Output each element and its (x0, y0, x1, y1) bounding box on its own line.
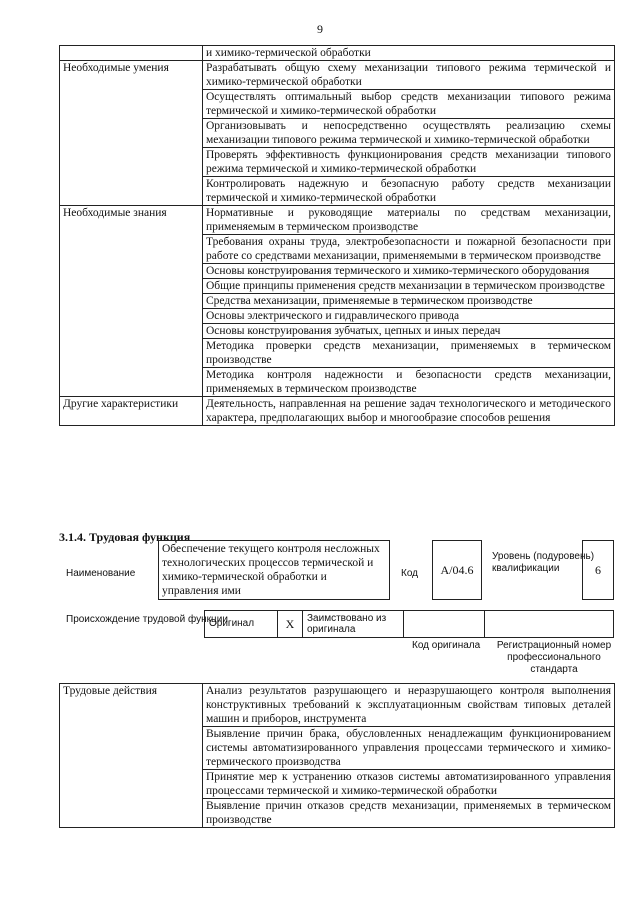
table-row (60, 397, 615, 426)
code-label: Код (401, 568, 419, 579)
skill-item: Организовывать и непосредственно осуществлять реализацию схемы механизации типового режима термической и химико-термической обработки (203, 119, 615, 148)
action-item: Выявление причин брака, обусловленных ненадлежащим функционированием системы автоматизированного управления процессами термического и химико-термического производства (203, 727, 615, 770)
function-name-box: Обеспечение текущего контроля несложных технологических процессов термической и химико-термической обработки и управления ими (158, 540, 390, 600)
skill-item: Осуществлять оптимальный выбор средств механизации типового режима термической и химико-термической обработки (203, 90, 615, 119)
level-label-text: Уровень (подуровень) квалификации (492, 551, 595, 574)
original-mark: X (278, 611, 303, 638)
action-item: Выявление причин отказов средств механизации, применяемых в термическом производстве (203, 799, 615, 828)
table-row (205, 611, 614, 638)
original-code-cell (404, 611, 485, 638)
knowledge-item: Средства механизации, применяемые в термическом производстве (203, 294, 615, 309)
original-cell: Оригинал (205, 611, 278, 638)
knowledge-label: Необходимые знания (60, 206, 203, 397)
level-label (492, 551, 640, 575)
name-label: Наименование (66, 568, 136, 579)
actions-label: Трудовые действия (60, 684, 203, 828)
knowledge-item: Методика контроля надежности и безопасности средств механизации, применяемых в термическом производстве (203, 368, 615, 397)
borrowed-cell: Заимствовано из оригинала (303, 611, 404, 638)
skill-item: Проверять эффективность функционирования средств механизации типового режима термической и химико-термической обработки (203, 148, 615, 177)
knowledge-item: Основы конструирования термического и химико-термического оборудования (203, 264, 615, 279)
skill-item: Контролировать надежную и безопасную работу средств механизации термической и химико-термической обработки (203, 177, 615, 206)
knowledge-item: Требования охраны труда, электробезопасности и пожарной безопасности при работе со средствами механизации, применяемыми в термическом производстве (203, 235, 615, 264)
knowledge-item: Общие принципы применения средств механизации в термическом производстве (203, 279, 615, 294)
continuation-cell: и химико-термической обработки (203, 46, 615, 61)
other-label: Другие характеристики (60, 397, 203, 426)
empty-label-cell (60, 46, 203, 61)
knowledge-item: Нормативные и руководящие материалы по средствам механизации, применяемым в термическом производстве (203, 206, 615, 235)
original-code-caption: Код оригинала (412, 640, 481, 651)
origin-table (204, 610, 614, 638)
skills-label: Необходимые умения (60, 61, 203, 206)
action-item: Анализ результатов разрушающего и неразрушающего контроля выполнения конструктивных требований к эксплуатационным свойствам типовых деталей машин и приборов, инструмента (203, 684, 615, 727)
table-row (60, 684, 615, 727)
table-row (60, 46, 615, 61)
table-row (60, 61, 615, 90)
knowledge-item: Методика проверки средств механизации, применяемых в термическом производстве (203, 339, 615, 368)
section-heading: 3.1.4. Трудовая функция (59, 530, 191, 544)
knowledge-item: Основы электрического и гидравлического привода (203, 309, 615, 324)
reg-number-cell (485, 611, 614, 638)
skill-item: Разрабатывать общую схему механизации типового режима термической и химико-термической обработки (203, 61, 615, 90)
action-item: Принятие мер к устранению отказов системы автоматизированного управления процессами термической и химико-термической обработки (203, 770, 615, 799)
skills-knowledge-table (59, 45, 615, 426)
knowledge-item: Основы конструирования зубчатых, цепных и иных передач (203, 324, 615, 339)
labor-actions-table (59, 683, 615, 828)
other-text: Деятельность, направленная на решение задач технологического и методического характера, предполагающих выбор и многообразие способов решения (203, 397, 615, 426)
table-row (60, 206, 615, 235)
level-box: 6 (582, 540, 614, 600)
reg-number-caption: Регистрационный номер профессионального стандарта (496, 640, 612, 675)
function-code-box: A/04.6 (432, 540, 482, 600)
origin-label: Происхождение трудовой функции (66, 614, 228, 625)
page-number: 9 (317, 22, 323, 36)
